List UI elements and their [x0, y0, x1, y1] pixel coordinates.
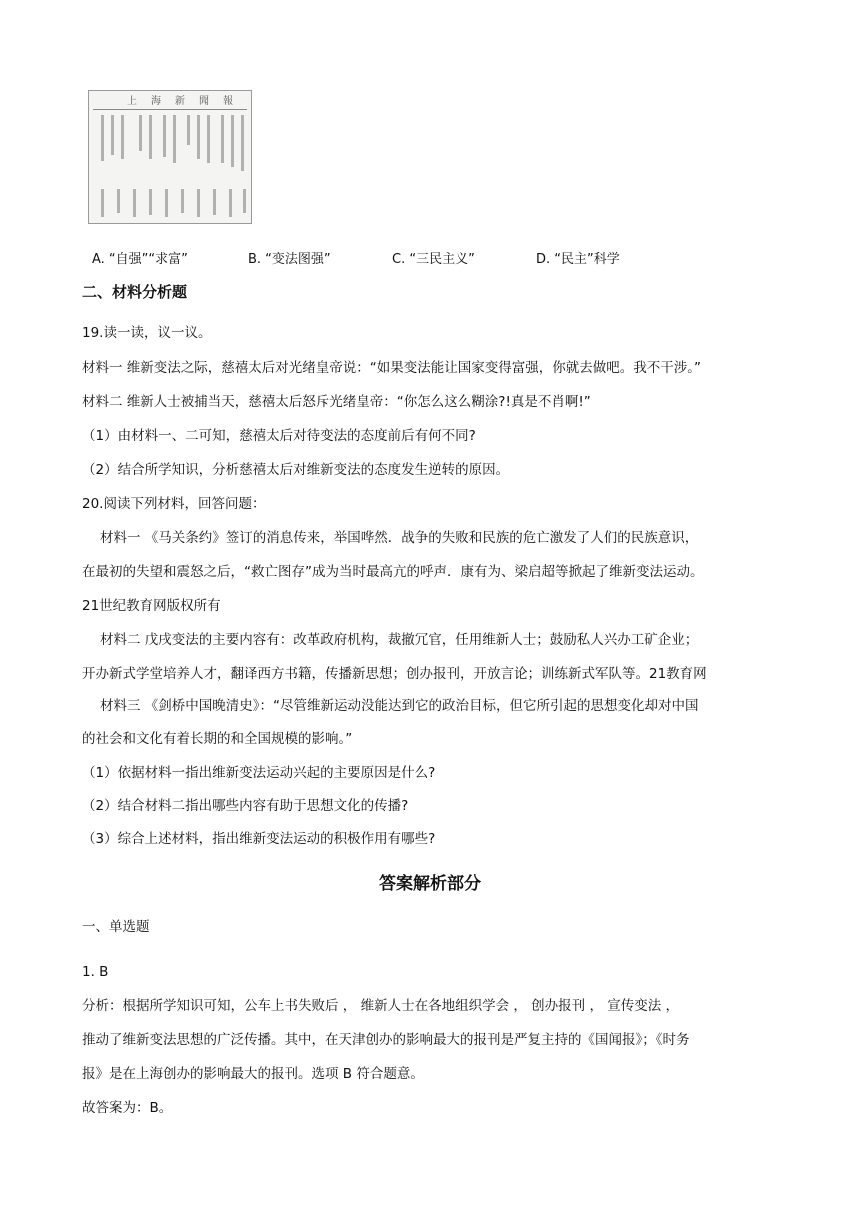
q19-question-1: （1）由材料一、二可知，慈禧太后对待变法的态度前后有何不同? — [82, 428, 476, 444]
answer-1-analysis-line-3: 报》是在上海创办的影响最大的报刊。选项 B 符合题意。 — [82, 1066, 424, 1082]
newspaper-column — [165, 189, 168, 217]
q19-material-1: 材料一 维新变法之际，慈禧太后对光绪皇帝说：“如果变法能让国家变得富强，你就去做吧。我不干涉。” — [82, 360, 702, 376]
answer-1-analysis-line-2: 推动了维新变法思想的广泛传播。其中，在天津创办的影响最大的报刊是严复主持的《国闻报》；《时务 — [82, 1032, 690, 1048]
section-title: 二、材料分析题 — [82, 283, 188, 301]
q19-material-2: 材料二 维新人士被捕当天，慈禧太后怒斥光绪皇帝：“你怎么这么糊涂?!真是不肖啊!” — [82, 394, 591, 410]
answer-section-title: 答案解析部分 — [379, 874, 481, 894]
q20-question-2: （2）结合材料二指出哪些内容有助于思想文化的传播? — [82, 798, 409, 814]
newspaper-column — [101, 115, 104, 161]
newspaper-column — [207, 115, 210, 163]
answer-1-conclusion: 故答案为：B。 — [82, 1100, 173, 1116]
answer-1-analysis-line-1: 分析：根据所学知识可知，公车上书失败后 ， 维新人士在各地组织学会 ， 创办报刊 ， 宣传变法 ， — [82, 998, 680, 1014]
newspaper-masthead: 上海新聞報 — [93, 95, 247, 110]
q20-question-1: （1）依据材料一指出维新变法运动兴起的主要原因是什么? — [82, 765, 436, 781]
option-c: C. “三民主义” — [392, 252, 475, 267]
q20-stem: 20.阅读下列材料，回答问题： — [82, 496, 266, 512]
q20-material-3-line-1: 材料三 《剑桥中国晚清史》：“尽管维新运动没能达到它的政治目标，但它所引起的思想变化却对中国 — [100, 698, 699, 714]
newspaper-column — [117, 189, 120, 213]
answer-1-label: 1. B — [82, 964, 109, 980]
option-d: D. “民主”科学 — [536, 252, 620, 267]
newspaper-column — [197, 189, 200, 217]
newspaper-column — [133, 189, 136, 217]
newspaper-column — [197, 115, 200, 159]
q20-material-2-line-1: 材料二 戊戌变法的主要内容有：改革政府机构，裁撤冗官，任用维新人士；鼓励私人兴办工矿企业； — [100, 632, 699, 648]
newspaper-column — [241, 115, 244, 171]
answer-subsection-title: 一、单选题 — [82, 919, 150, 935]
newspaper-column — [121, 115, 124, 159]
newspaper-column — [231, 115, 234, 167]
newspaper-column — [163, 115, 166, 157]
q18-options — [92, 248, 620, 267]
newspaper-column — [101, 189, 104, 217]
q20-material-1-line-2: 在最初的失望和震怒之后，“救亡图存”成为当时最高亢的呼声．康有为、梁启超等掀起了维新变法运动。 — [82, 564, 704, 580]
q20-material-2-line-2: 开办新式学堂培养人才，翻译西方书籍，传播新思想；创办报刊，开放言论；训练新式军队等。21教育网 — [82, 666, 707, 682]
q20-material-1-line-1: 材料一 《马关条约》签订的消息传来，举国哗然．战争的失败和民族的危亡激发了人们的民族意识， — [100, 530, 699, 546]
newspaper-column — [187, 115, 190, 145]
newspaper-column — [149, 115, 152, 159]
option-a: A. “自强”“求富” — [92, 252, 188, 267]
option-b: B. “变法图强” — [248, 252, 331, 267]
newspaper-column — [229, 189, 232, 217]
q19-question-2: （2）结合所学知识，分析慈禧太后对维新变法的态度发生逆转的原因。 — [82, 462, 510, 478]
newspaper-column — [173, 115, 176, 163]
newspaper-column — [149, 189, 152, 215]
newspaper-image — [88, 90, 252, 224]
newspaper-column — [213, 189, 216, 215]
newspaper-column — [111, 115, 114, 155]
q19-stem: 19.读一读，议一议。 — [82, 325, 212, 341]
newspaper-column — [221, 115, 224, 163]
q20-question-3: （3）综合上述材料，指出维新变法运动的积极作用有哪些? — [82, 831, 436, 847]
q20-material-1-line-3: 21世纪教育网版权所有 — [82, 598, 221, 614]
q20-material-3-line-2: 的社会和文化有着长期的和全国规模的影响。” — [82, 731, 353, 747]
newspaper-column — [139, 115, 142, 151]
newspaper-column — [243, 189, 246, 213]
newspaper-column — [181, 189, 184, 213]
